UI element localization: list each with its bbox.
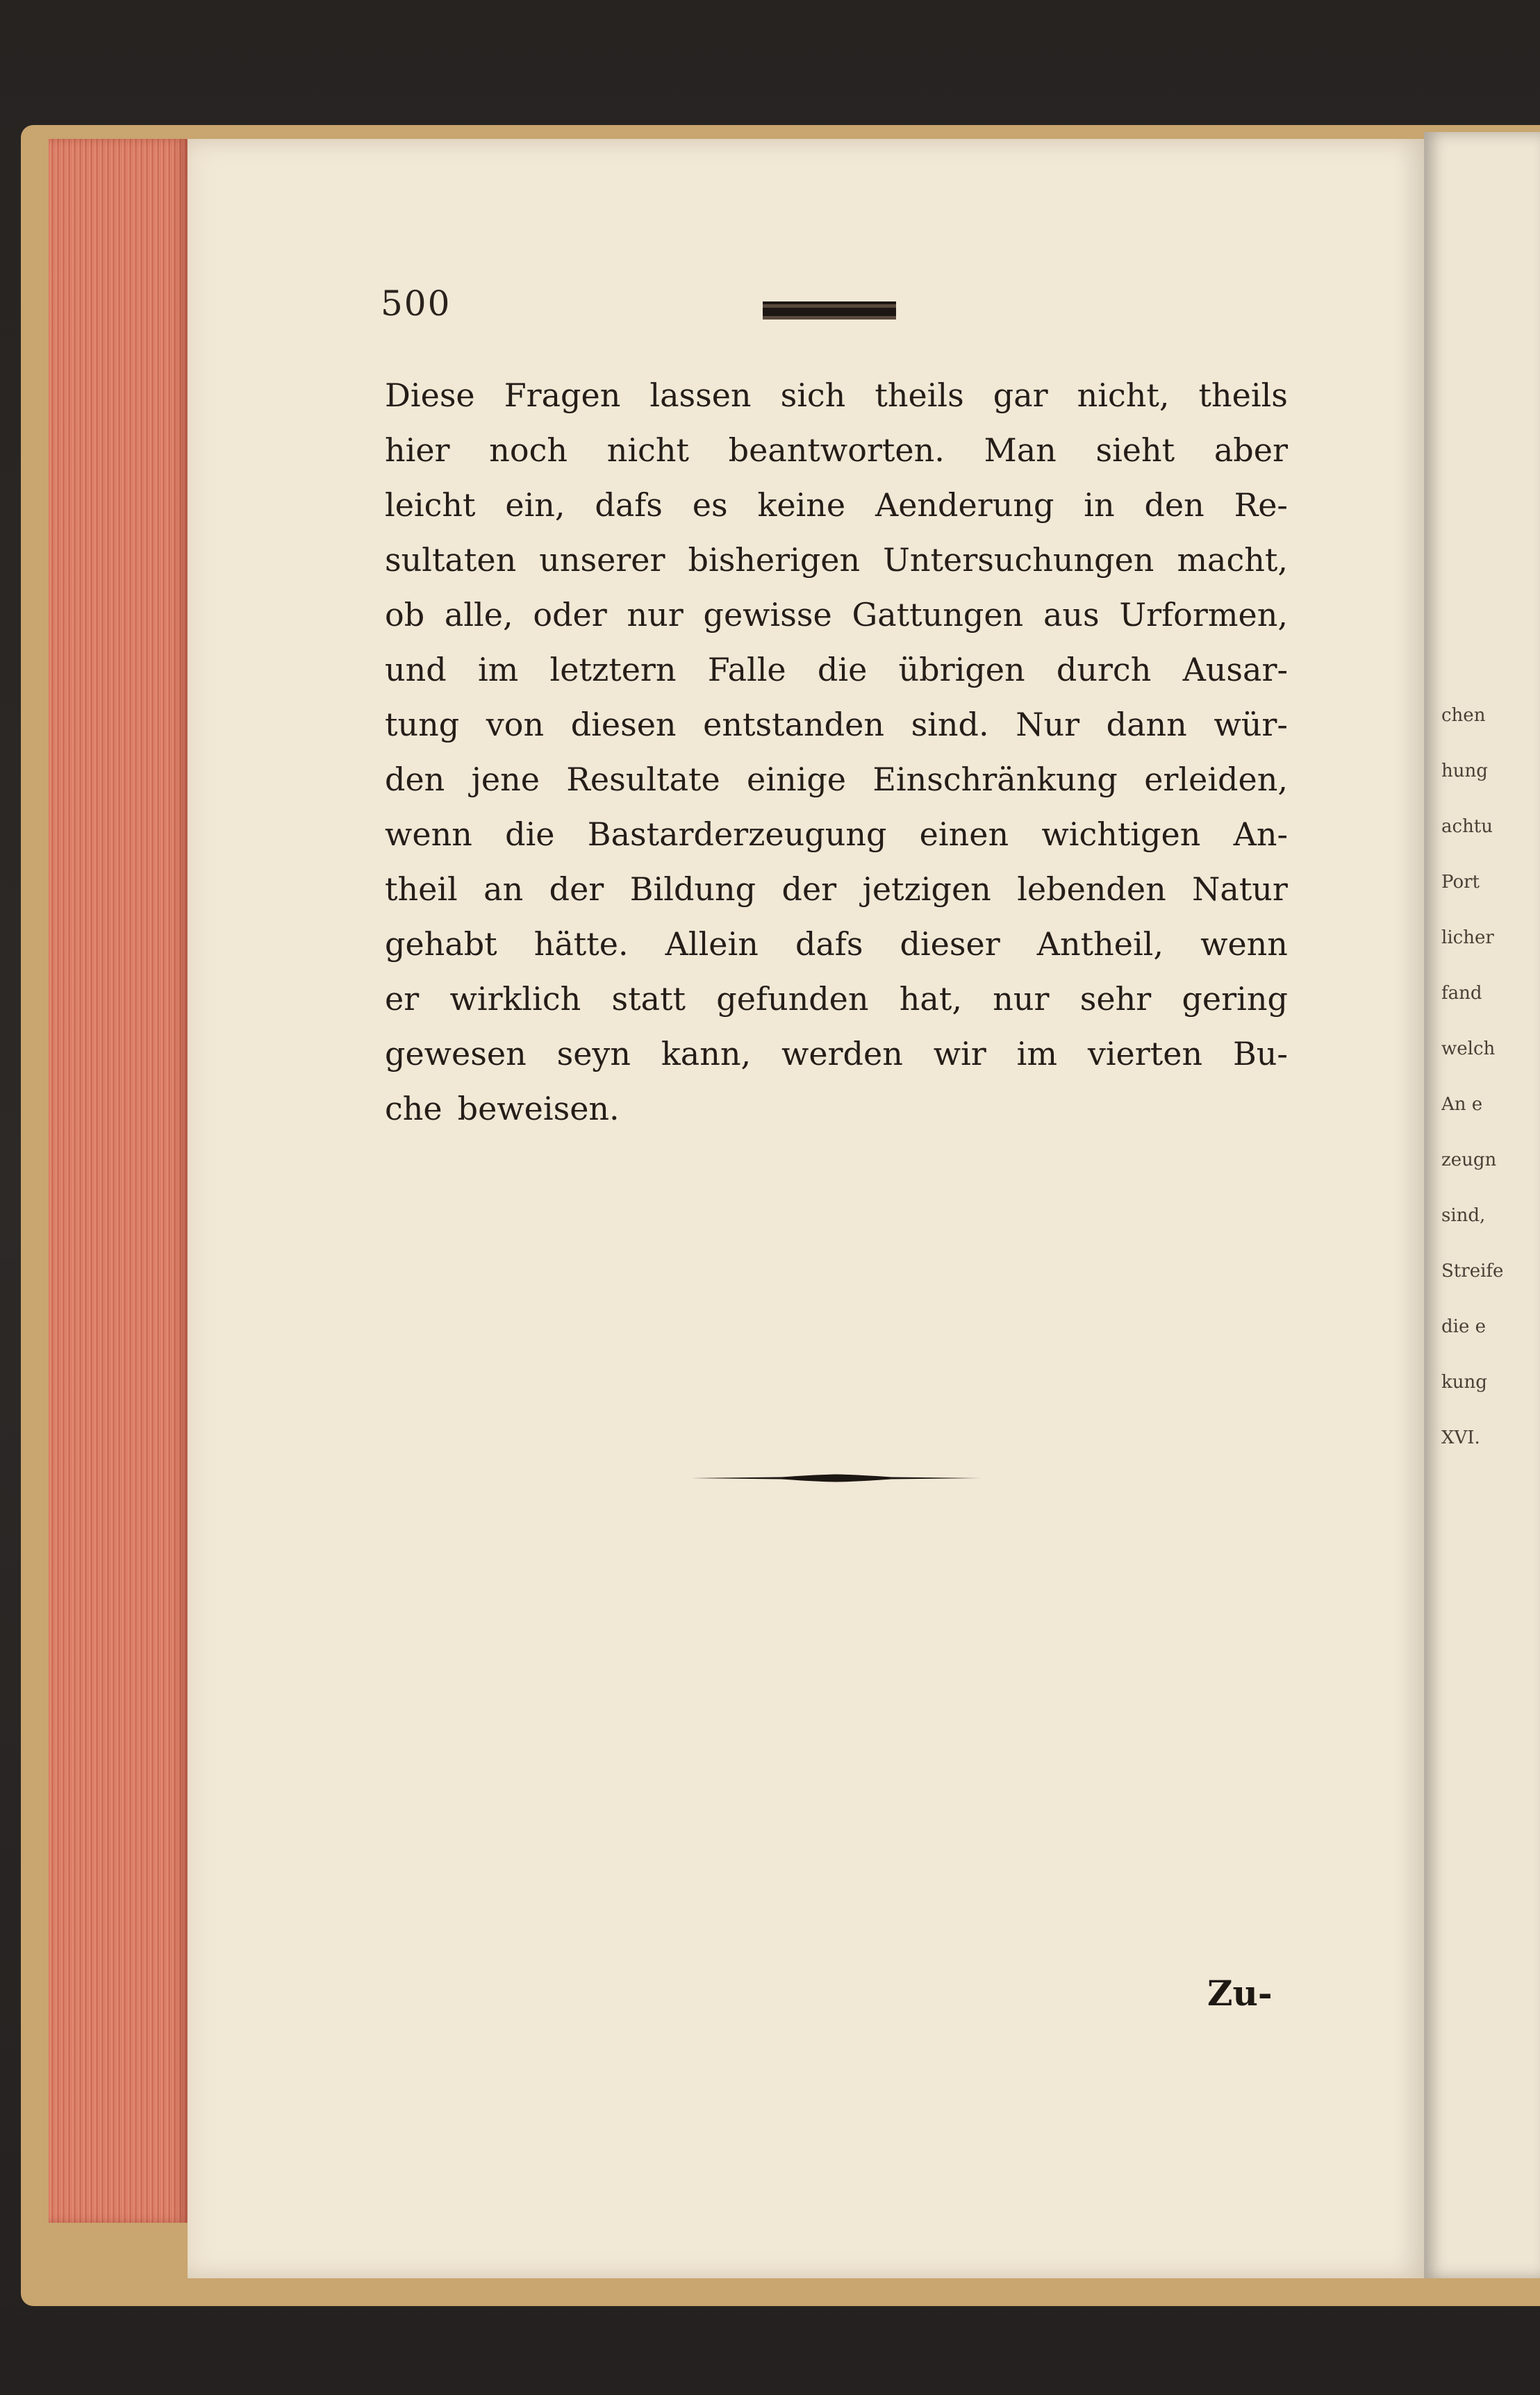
word: an: [483, 870, 524, 908]
word: hätte.: [533, 925, 629, 963]
word: sich: [780, 376, 846, 414]
word: theils: [875, 376, 964, 414]
word: ob: [385, 596, 425, 633]
page-number: 500: [381, 283, 452, 324]
text-line: [385, 533, 1288, 588]
word: die: [505, 815, 555, 853]
text-line: [385, 368, 1288, 423]
word: wenn: [1200, 925, 1288, 963]
text-line: [385, 862, 1288, 917]
word: theil: [385, 870, 458, 908]
adjacent-fragment: XVI.: [1441, 1427, 1480, 1448]
word: theils: [1198, 376, 1288, 414]
word: Allein: [665, 925, 759, 963]
word: gewesen: [385, 1035, 527, 1072]
word: jetzigen: [862, 870, 991, 908]
word: wirklich: [449, 980, 581, 1018]
text-line: [385, 752, 1288, 807]
word: nicht,: [1077, 376, 1170, 414]
word: keine: [757, 486, 846, 524]
word: dafs: [795, 925, 863, 963]
word: unserer: [539, 541, 665, 579]
adjacent-fragment: chen: [1441, 705, 1486, 726]
word: ein,: [505, 486, 565, 524]
word: sieht: [1095, 431, 1175, 469]
word: bisherigen: [688, 541, 861, 579]
word: alle,: [444, 596, 513, 633]
word: sehr: [1079, 980, 1152, 1018]
word: letztern: [549, 651, 677, 688]
word: wir: [933, 1035, 986, 1072]
word: wichtigen: [1041, 815, 1201, 853]
word: Antheil,: [1036, 925, 1164, 963]
word: die: [817, 651, 868, 688]
word: Bu-: [1232, 1035, 1288, 1072]
word: Ausar-: [1182, 651, 1288, 688]
word: den: [385, 761, 445, 798]
word: entstanden: [703, 706, 884, 743]
word: werden: [781, 1035, 903, 1072]
word: Falle: [707, 651, 786, 688]
word: Bastarderzeugung: [587, 815, 887, 853]
word: nur: [627, 596, 684, 633]
text-line: [385, 423, 1288, 478]
word: er: [385, 980, 420, 1018]
word: hier: [385, 431, 450, 469]
word: gehabt: [385, 925, 497, 963]
word: einige: [747, 761, 846, 798]
text-line: [385, 917, 1288, 972]
word: An-: [1233, 815, 1288, 853]
word: lassen: [649, 376, 752, 414]
word: jene: [471, 761, 540, 798]
word: Untersuchungen: [883, 541, 1154, 579]
word: übrigen: [898, 651, 1025, 688]
word: diesen: [570, 706, 677, 743]
word: dieser: [900, 925, 1000, 963]
adjacent-fragment: Streife: [1441, 1261, 1504, 1282]
header-ornament-rule: [763, 301, 896, 320]
word: aber: [1214, 431, 1288, 469]
word: Re-: [1234, 486, 1288, 524]
word: noch: [489, 431, 568, 469]
adjacent-fragment: welch: [1441, 1038, 1496, 1059]
word: sind.: [911, 706, 989, 743]
adjacent-fragment: die e: [1441, 1316, 1486, 1337]
adjacent-fragment: hung: [1441, 761, 1488, 781]
word: che: [385, 1090, 442, 1127]
word: beantworten.: [728, 431, 945, 469]
word: Nur: [1016, 706, 1080, 743]
word: der: [781, 870, 837, 908]
adjacent-fragment: licher: [1441, 927, 1494, 948]
catchword: Zu-: [1207, 1973, 1273, 2014]
text-line: [385, 972, 1288, 1027]
word: macht,: [1177, 541, 1288, 579]
word: im: [1016, 1035, 1057, 1072]
word: wür-: [1214, 706, 1288, 743]
text-line: [385, 588, 1288, 643]
word: Fragen: [504, 376, 621, 414]
word: dafs: [595, 486, 663, 524]
adjacent-fragment: achtu: [1441, 816, 1493, 837]
word: dann: [1106, 706, 1187, 743]
adjacent-fragment: An e: [1441, 1094, 1483, 1115]
word: hat,: [899, 980, 962, 1018]
word: nur: [993, 980, 1050, 1018]
word: nicht: [606, 431, 689, 469]
word: wenn: [385, 815, 472, 853]
word: aus: [1043, 596, 1100, 633]
word: Resultate: [566, 761, 720, 798]
word: einen: [919, 815, 1009, 853]
text-line: [385, 1027, 1288, 1082]
word: lebenden: [1017, 870, 1166, 908]
word: der: [549, 870, 604, 908]
body-paragraph: [385, 368, 1288, 1136]
word: durch: [1056, 651, 1152, 688]
word: in: [1084, 486, 1115, 524]
page-edge-block: [49, 139, 188, 2223]
word: gewisse: [703, 596, 832, 633]
text-line: [385, 1082, 1288, 1136]
word: Bildung: [629, 870, 756, 908]
word: es: [692, 486, 728, 524]
word: kann,: [661, 1035, 752, 1072]
word: Man: [984, 431, 1057, 469]
word: gering: [1182, 980, 1288, 1018]
word: vierten: [1087, 1035, 1203, 1072]
word: Natur: [1192, 870, 1288, 908]
adjacent-fragment: zeugn: [1441, 1150, 1497, 1170]
word: tung: [385, 706, 460, 743]
word: von: [486, 706, 545, 743]
section-divider: [691, 1474, 982, 1482]
text-line: [385, 807, 1288, 862]
word: gefunden: [716, 980, 869, 1018]
adjacent-fragment: kung: [1441, 1372, 1487, 1393]
word: und: [385, 651, 447, 688]
adjacent-fragment: fand: [1441, 983, 1482, 1004]
word: Urformen,: [1119, 596, 1288, 633]
word: Einschränkung: [872, 761, 1118, 798]
word: Aenderung: [875, 486, 1054, 524]
word: Diese: [385, 376, 475, 414]
text-line: [385, 697, 1288, 752]
word: sultaten: [385, 541, 517, 579]
adjacent-fragment: Port: [1441, 872, 1480, 893]
word: Gattungen: [852, 596, 1024, 633]
word: oder: [533, 596, 607, 633]
text-line: [385, 478, 1288, 533]
word: gar: [993, 376, 1048, 414]
word: den: [1144, 486, 1204, 524]
text-line: [385, 643, 1288, 697]
word: seyn: [556, 1035, 631, 1072]
word: beweisen.: [457, 1090, 620, 1127]
word: statt: [611, 980, 686, 1018]
adjacent-fragment: sind,: [1441, 1205, 1486, 1226]
word: im: [477, 651, 519, 688]
word: leicht: [385, 486, 476, 524]
adjacent-page-text: [1441, 688, 1540, 1466]
word: erleiden,: [1144, 761, 1288, 798]
